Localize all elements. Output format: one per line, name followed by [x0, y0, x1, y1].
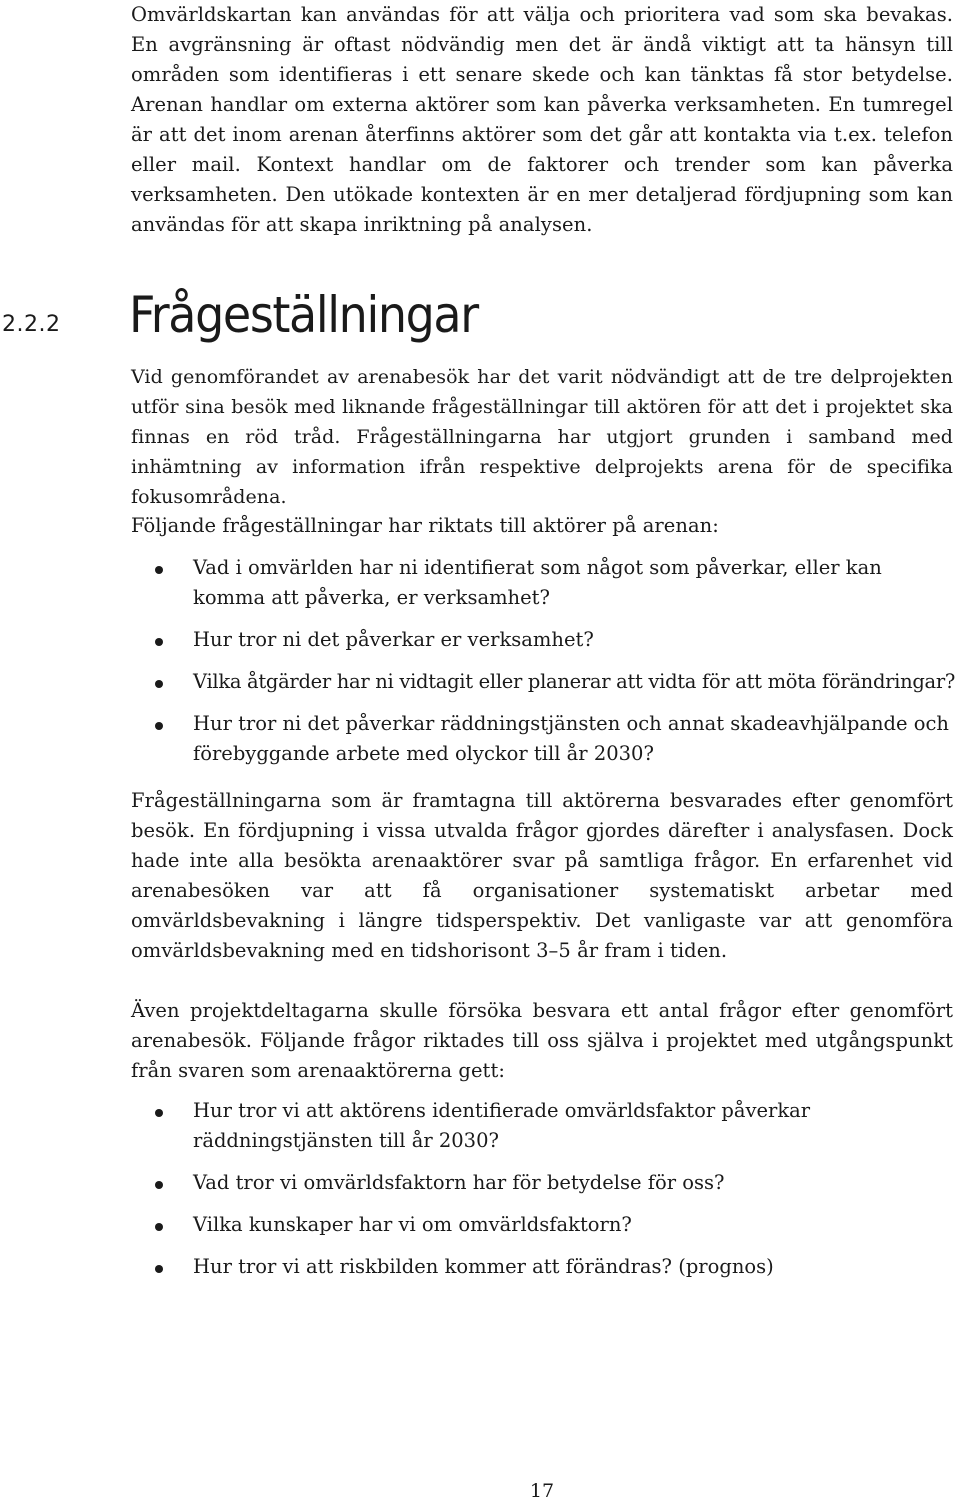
bullet-icon: [155, 638, 163, 646]
list-item: [131, 553, 956, 613]
bullet-icon: [155, 680, 163, 688]
list-item-text: Hur tror vi att aktörens identifierade omvärldsfaktor påverkar räddningstjänsten till år 2030?: [193, 1099, 811, 1152]
list-item-text: Hur tror ni det påverkar er verksamhet?: [193, 628, 594, 651]
method-paragraph: Vid genomförandet av arenabesök har det varit nödvändigt att de tre delprojekten utför sina besök med liknande frågeställningar till aktören för att det i projektet ska finnas en röd tråd. Frågeställningarna har utgjort grunden i samband med inhämtning av information ifrån respektive delprojekts arena för de specifika fokusområdena.: [131, 366, 953, 508]
results-paragraph: Frågeställningarna som är framtagna till aktörerna besvarades efter genomfört besök. En fördjupning i vissa utvalda frågor gjordes därefter i analysfasen. Dock hade inte alla besökta arenaaktörer svar på samtliga frågor. En erfarenhet vid arenabesöken var att få organisationer systematiskt arbetar med omvärldsbevakning i längre tidsperspektiv. Det vanligaste var att genomföra omvärldsbevakning med en tidshorisont 3–5 år fram i tiden.: [131, 789, 953, 962]
section-title: Frågeställningar: [129, 286, 478, 344]
questions-to-project-list: [131, 1096, 956, 1294]
list-item: [131, 1096, 956, 1156]
list-item: [131, 667, 956, 697]
list-item: [131, 1210, 956, 1240]
list-item: [131, 625, 956, 655]
bullet-icon: [155, 566, 163, 574]
bullet-icon: [155, 1223, 163, 1231]
bullet-icon: [155, 1265, 163, 1273]
bullet-icon: [155, 722, 163, 730]
bullet-icon: [155, 1109, 163, 1117]
list-item-text: Vad i omvärlden har ni identifierat som något som påverkar, eller kan komma att påverka, er verksamhet?: [193, 556, 882, 609]
questions-to-actors-list: [131, 553, 956, 769]
list-item-text: Vad tror vi omvärldsfaktorn har för betydelse för oss?: [193, 1171, 725, 1194]
list-item-text: Hur tror vi att riskbilden kommer att förändras? (prognos): [193, 1255, 774, 1278]
lead-paragraph-actors: Följande frågeställningar har riktats till aktörer på arenan:: [131, 514, 719, 537]
lead-paragraph-project: Även projektdeltagarna skulle försöka besvara ett antal frågor efter genomfört arenabesök. Följande frågor riktades till oss själva i projektet med utgångspunkt från svaren som arenaaktörerna gett:: [131, 999, 953, 1082]
section-number: 2.2.2: [2, 312, 61, 337]
list-item-text: Hur tror ni det påverkar räddningstjänsten och annat skadeavhjälpande och förebyggande arbete med olyckor till år 2030?: [193, 712, 949, 765]
list-item: [131, 1168, 956, 1198]
list-item-text: Vilka kunskaper har vi om omvärldsfaktorn?: [193, 1213, 632, 1236]
list-item-text: Vilka åtgärder har ni vidtagit eller planerar att vidta för att möta förändringar?: [193, 670, 956, 693]
page-number: 17: [529, 1480, 555, 1502]
bullet-icon: [155, 1181, 163, 1189]
list-item: [131, 1252, 956, 1282]
list-item: [131, 709, 956, 769]
intro-paragraph: Omvärldskartan kan användas för att välja och prioritera vad som ska bevakas. En avgränsning är oftast nödvändig men det är ändå viktigt att ta hänsyn till områden som identifieras i ett senare skede och kan tänktas få stor betydelse. Arenan handlar om externa aktörer som kan påverka verksamheten. En tumregel är att det inom arenan återfinns aktörer som det går att kontakta via t.ex. telefon eller mail. Kontext handlar om de faktorer och trender som kan påverka verksamheten. Den utökade kontexten är en mer detaljerad fördjupning som kan användas för att skapa inriktning på analysen.: [131, 3, 953, 236]
